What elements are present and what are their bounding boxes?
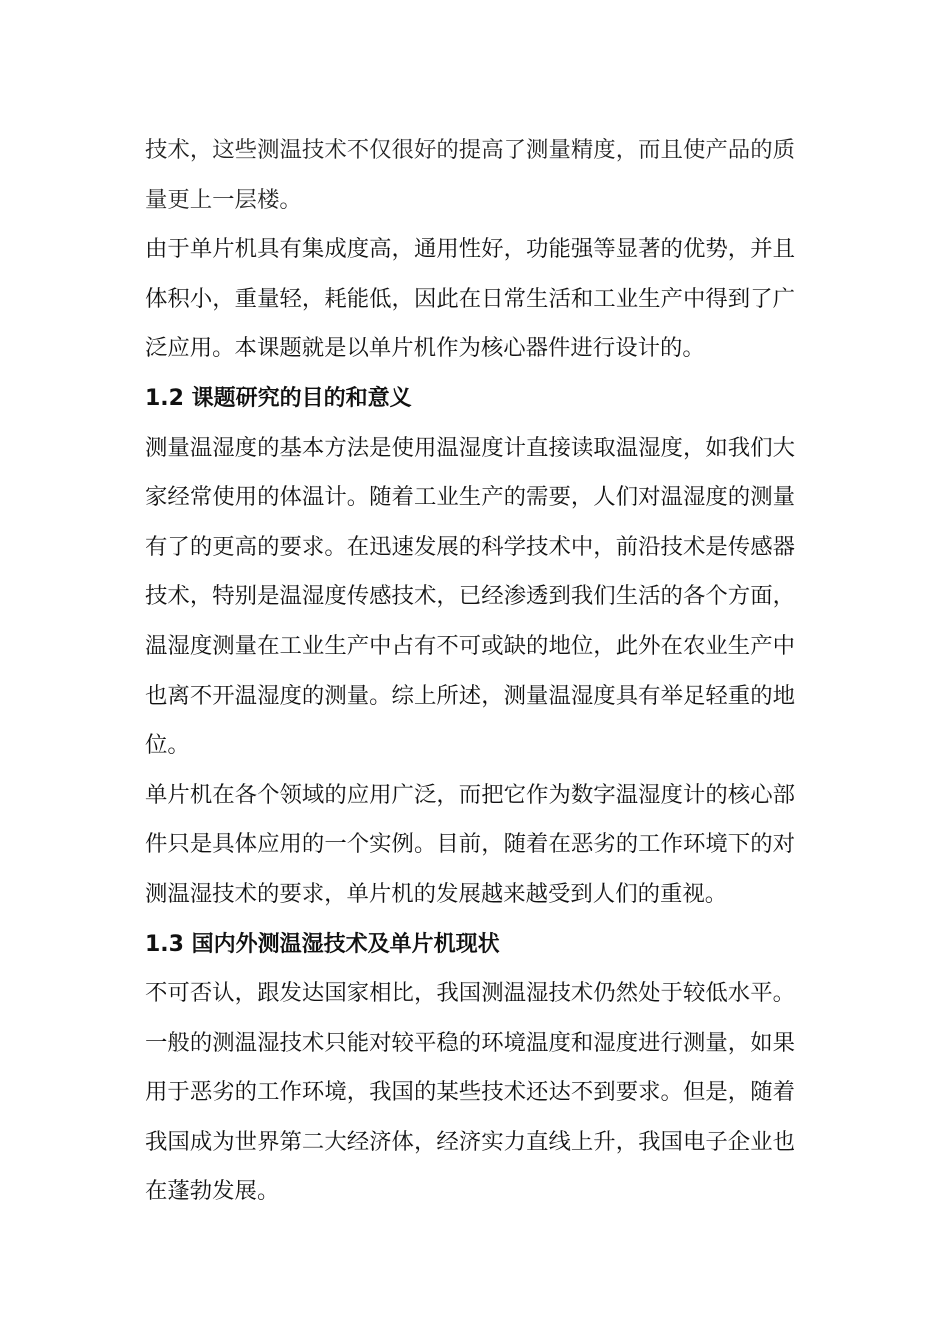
paragraph-mcu-advantages: 由于单片机具有集成度高，通用性好，功能强等显著的优势，并且体积小，重量轻，耗能低，因此在日常生活和工业生产中得到了广泛应用。本课题就是以单片机作为核心器件进行设计的。 [145, 236, 795, 362]
section-heading-1-2: 1.2 课题研究的目的和意义 [145, 385, 412, 411]
paragraph-continuation: 技术，这些测温技术不仅很好的提高了测量精度，而且使产品的质量更上一层楼。 [145, 137, 795, 213]
paragraph-mcu-applications: 单片机在各个领域的应用广泛，而把它作为数字温湿度计的核心部件只是具体应用的一个实例。目前，随着在恶劣的工作环境下的对测温湿技术的要求，单片机的发展越来越受到人们的重视。 [145, 781, 795, 907]
document-page [145, 126, 795, 1217]
paragraph-measurement-methods: 测量温湿度的基本方法是使用温湿度计直接读取温湿度，如我们大家经常使用的体温计。随着工业生产的需要，人们对温湿度的测量有了的更高的要求。在迅速发展的科学技术中，前沿技术是传感器技术，特别是温湿度传感技术，已经渗透到我们生活的各个方面，温湿度测量在工业生产中占有不可或缺的地位，此外在农业生产中也离不开温湿度的测量。综上所述，测量温湿度具有举足轻重的地位。 [145, 434, 795, 759]
paragraph-domestic-status: 不可否认，跟发达国家相比，我国测温湿技术仍然处于较低水平。一般的测温湿技术只能对较平稳的环境温度和湿度进行测量，如果用于恶劣的工作环境，我国的某些技术还达不到要求。但是，随着我国成为世界第二大经济体，经济实力直线上升，我国电子企业也在蓬勃发展。 [145, 980, 795, 1205]
section-heading-1-3: 1.3 国内外测温湿技术及单片机现状 [145, 931, 500, 957]
